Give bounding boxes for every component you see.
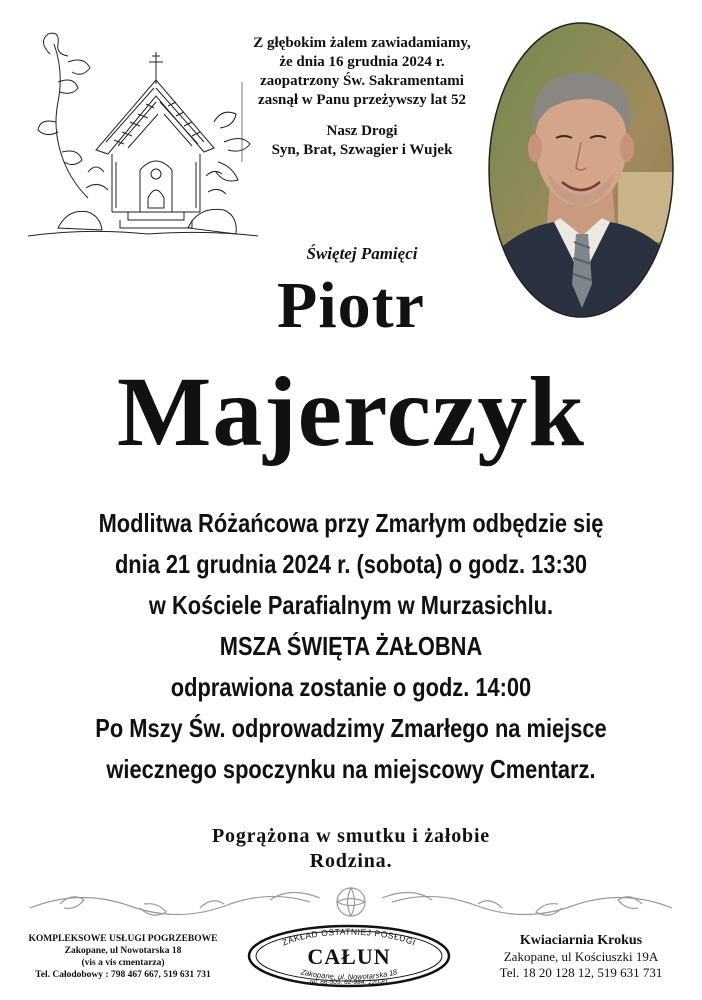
- florist-name: Kwiaciarnia Krokus: [519, 933, 643, 948]
- intro-line: że dnia 16 grudnia 2024 r.: [279, 54, 445, 70]
- funeral-home-line: (vis a vis cmentarza): [81, 958, 165, 968]
- detail-line: Modlitwa Różańcowa przy Zmarłym odbędzie się: [98, 508, 604, 538]
- intro-line: zaopatrzony Św. Sakramentami: [260, 73, 464, 89]
- detail-line: w Kościele Parafialnym w Murzasichlu.: [148, 590, 554, 620]
- chapel-sketch: [28, 22, 258, 254]
- ceremony-details: [0, 503, 702, 790]
- logo-name: CAŁUN: [307, 944, 391, 969]
- detail-line: MSZA ŚWIĘTA ŻAŁOBNA: [219, 631, 483, 661]
- mourners-line: Pogrążona w smutku i żałobie: [212, 825, 490, 847]
- logo-phone: tel. 66-505, 62-984, 120-81: [309, 979, 389, 986]
- funeral-home-line: KOMPLEKSOWE USŁUGI POGRZEBOWE: [28, 934, 218, 944]
- florist-phone: Tel. 18 20 128 12, 519 631 731: [499, 965, 663, 980]
- intro-line: zasnął w Panu przeżywszy lat 52: [258, 92, 466, 108]
- detail-line: dnia 21 grudnia 2024 r. (sobota) o godz. 13:30: [114, 549, 588, 579]
- detail-line: odprawiona zostanie o godz. 14:00: [170, 672, 532, 702]
- florist-info: [465, 933, 697, 981]
- deceased-last-name: Majerczyk: [116, 356, 586, 467]
- calun-logo: [244, 920, 454, 988]
- florist-address: Zakopane, ul Kościuszki 19A: [503, 949, 659, 964]
- detail-line: Po Mszy Św. odprowadzimy Zmarłego na miejsce: [95, 713, 607, 743]
- deceased-first-name: Piotr: [277, 269, 425, 342]
- logo-top-text: ZAKŁAD OSTATNIEJ POSŁUGI: [280, 926, 418, 948]
- intro-line: Z głębokim żalem zawiadamiamy,: [253, 35, 471, 51]
- funeral-home-line: Zakopane, ul Nowotarska 18: [64, 946, 182, 956]
- mourners-line: Rodzina.: [309, 850, 393, 872]
- mourners-signature: [0, 824, 702, 874]
- logo-address: Zakopane, ul. Nowotarska 18: [300, 967, 398, 982]
- funeral-home-line: Tel. Całodobowy : 798 467 667, 519 631 731: [35, 970, 211, 980]
- relation-line: Syn, Brat, Szwagier i Wujek: [271, 142, 453, 158]
- detail-line: wiecznego spoczynku na miejscowy Cmentarz.: [106, 754, 596, 784]
- in-memory-heading: Świętej Pamięci: [306, 244, 418, 263]
- announcement-intro: [232, 34, 492, 160]
- funeral-home-info: [8, 933, 238, 981]
- relation-line: Nasz Drogi: [326, 123, 398, 139]
